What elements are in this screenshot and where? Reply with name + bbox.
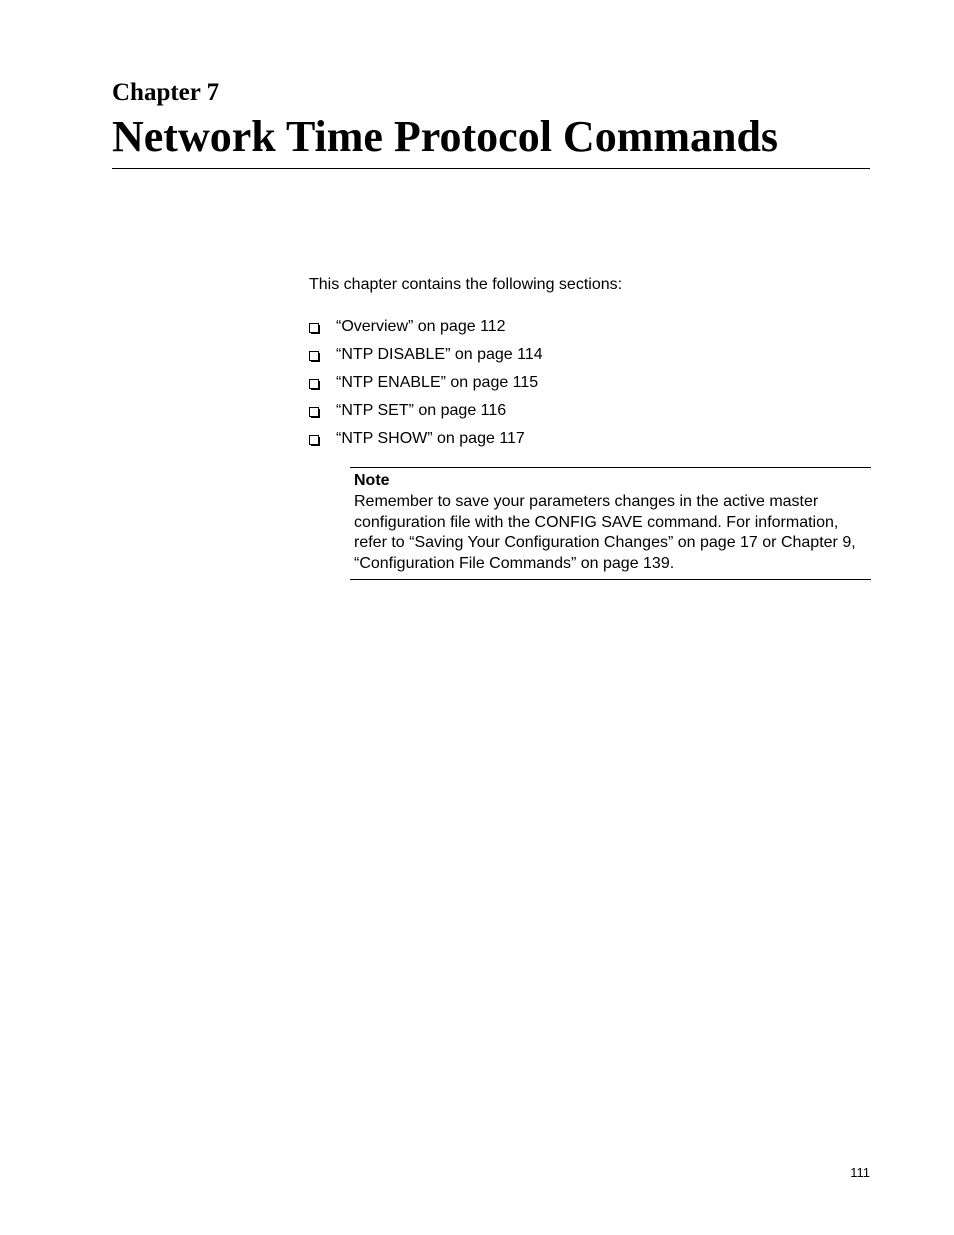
page-number: 111 bbox=[850, 1165, 870, 1180]
intro-text: This chapter contains the following sections: bbox=[309, 276, 623, 293]
title-rule bbox=[112, 168, 870, 169]
section-list bbox=[309, 313, 543, 453]
chapter-label: Chapter 7 bbox=[112, 79, 220, 106]
section-link[interactable]: “NTP DISABLE” on page 114 bbox=[336, 346, 543, 363]
note-text: Remember to save your parameters changes in the active master configuration file with the CONFIG SAVE command. For information, refer to “Saving Your Configuration Changes” on page 17 or Chapter 9, “Configuration File Commands” on page 139. bbox=[354, 493, 856, 572]
section-link[interactable]: “NTP ENABLE” on page 115 bbox=[336, 374, 539, 391]
list-item[interactable] bbox=[309, 369, 543, 397]
chapter-title: Network Time Protocol Commands bbox=[112, 112, 779, 161]
list-item[interactable] bbox=[309, 425, 543, 453]
box-bullet-icon bbox=[309, 407, 319, 417]
note-label: Note bbox=[354, 472, 390, 489]
box-bullet-icon bbox=[309, 323, 319, 333]
box-bullet-icon bbox=[309, 379, 319, 389]
note-box bbox=[350, 467, 871, 580]
list-item[interactable] bbox=[309, 313, 543, 341]
list-item[interactable] bbox=[309, 341, 543, 369]
list-item[interactable] bbox=[309, 397, 543, 425]
box-bullet-icon bbox=[309, 351, 319, 361]
box-bullet-icon bbox=[309, 435, 319, 445]
section-link[interactable]: “NTP SET” on page 116 bbox=[336, 402, 507, 419]
section-link[interactable]: “Overview” on page 112 bbox=[336, 318, 506, 335]
section-link[interactable]: “NTP SHOW” on page 117 bbox=[336, 430, 525, 447]
